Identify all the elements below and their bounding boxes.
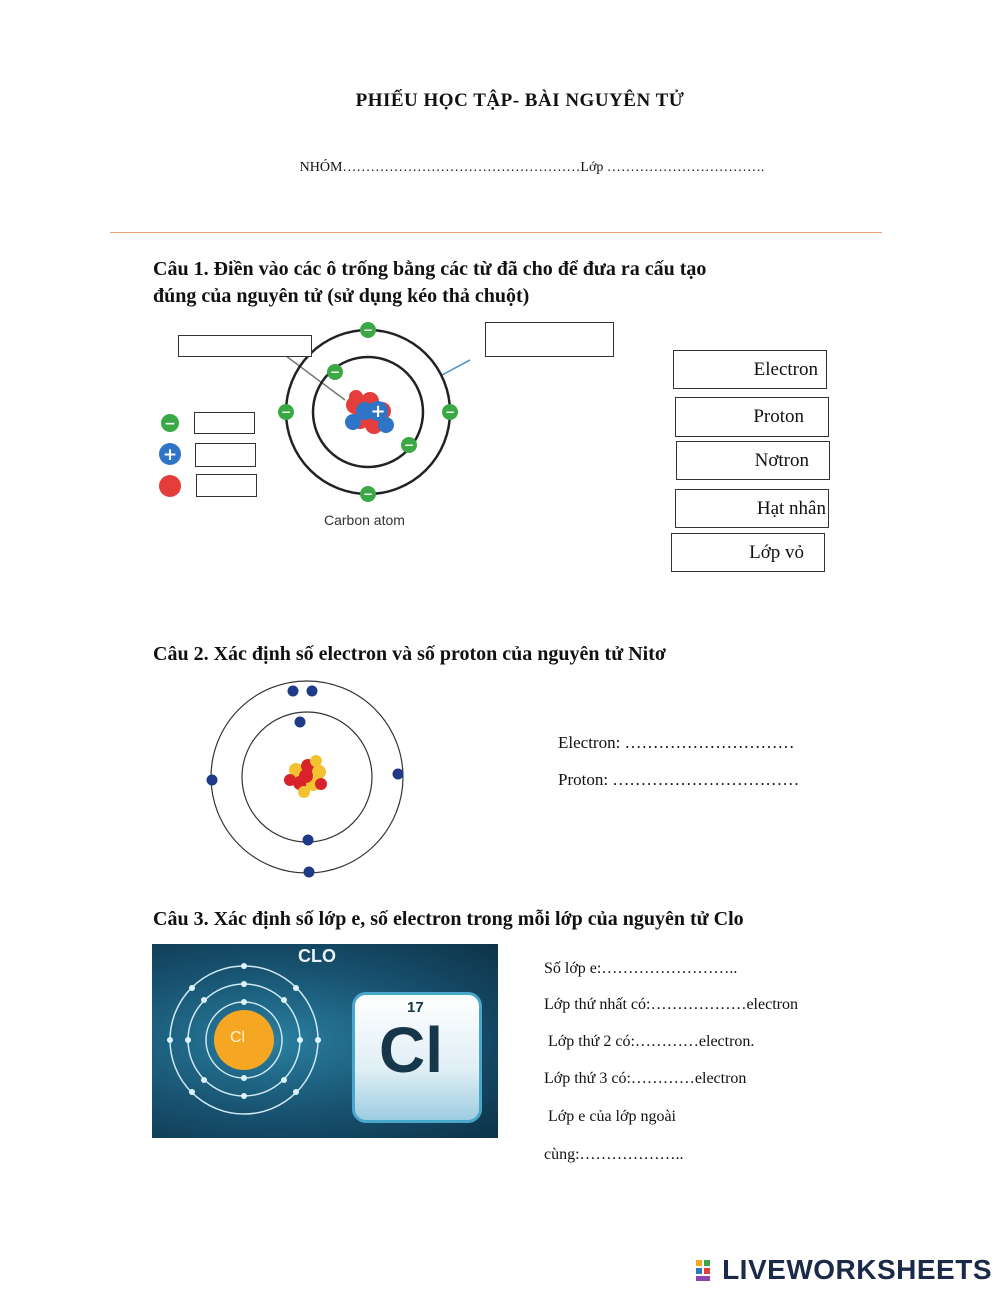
header-divider [110, 232, 882, 233]
word-electron[interactable]: Electron [673, 350, 827, 389]
svg-text:−: − [329, 365, 341, 379]
drop-box-electron[interactable] [194, 412, 255, 434]
word-shell[interactable]: Lớp vỏ [671, 533, 825, 572]
word-neutron[interactable]: Nơtron [676, 441, 830, 480]
periodic-tile [352, 992, 482, 1123]
svg-text:−: − [362, 487, 374, 501]
pointer-line-shell [442, 352, 470, 375]
liveworksheets-logo: LIVEWORKSHEETS [696, 1254, 992, 1286]
question-1-line-1: Câu 1. Điền vào các ô trống bằng các từ đã cho để đưa ra cấu tạo [153, 258, 707, 280]
svg-text:+: + [370, 401, 386, 422]
svg-text:−: − [444, 405, 456, 419]
neutron-legend-icon [159, 475, 181, 497]
question-2: Câu 2. Xác định số electron và số proton của nguyên tử Nitơ [153, 643, 666, 665]
word-nucleus[interactable]: Hạt nhân [675, 489, 829, 528]
svg-text:+: + [162, 445, 178, 465]
particle-legend [155, 410, 187, 502]
carbon-atom-caption: Carbon atom [324, 512, 405, 528]
nucleus [345, 390, 394, 434]
shell-2-line: Lớp thứ 2 có:…………electron. [544, 1033, 755, 1050]
page-title: PHIẾU HỌC TẬP- BÀI NGUYÊN TỬ [355, 90, 685, 111]
svg-text:−: − [362, 323, 374, 337]
drop-box-nucleus[interactable] [178, 335, 312, 357]
logo-icon [696, 1258, 718, 1282]
shell-1-line: Lớp thứ nhất có:………………electron [544, 996, 798, 1013]
question-1-line-2: đúng của nguyên tử (sử dụng kéo thả chuột) [153, 285, 530, 307]
drop-box-shell[interactable] [485, 322, 614, 357]
atomic-number: 17 [407, 999, 424, 1016]
nucleus [284, 755, 327, 798]
drop-box-neutron[interactable] [196, 474, 257, 497]
element-symbol: Cl [379, 1014, 443, 1086]
nitrogen-atom-diagram [200, 680, 415, 885]
word-proton[interactable]: Proton [675, 397, 829, 437]
image-label: CLO [298, 946, 336, 966]
nucleus-label: Cl [230, 1029, 246, 1046]
electron-answer-line: Electron: ………………………… [558, 733, 795, 752]
svg-text:−: − [164, 416, 176, 432]
outer-shell-line-cont: cùng:……………….. [544, 1146, 684, 1163]
svg-text:−: − [403, 438, 415, 452]
outer-shell-line: Lớp e của lớp ngoài [544, 1108, 676, 1125]
svg-text:−: − [280, 405, 292, 419]
proton-answer-line: Proton: …………………………… [558, 770, 800, 789]
question-3: Câu 3. Xác định số lớp e, số electron trong mỗi lớp của nguyên tử Clo [153, 908, 744, 930]
drop-box-proton[interactable] [195, 443, 256, 467]
shell-count-line: Số lớp e:…………………….. [544, 960, 738, 977]
group-class-line: NHÓM……………………………………………Lớp ……………………………. [299, 160, 765, 175]
chlorine-atom-image [152, 944, 498, 1138]
shell-3-line: Lớp thứ 3 có:…………electron [544, 1070, 747, 1087]
